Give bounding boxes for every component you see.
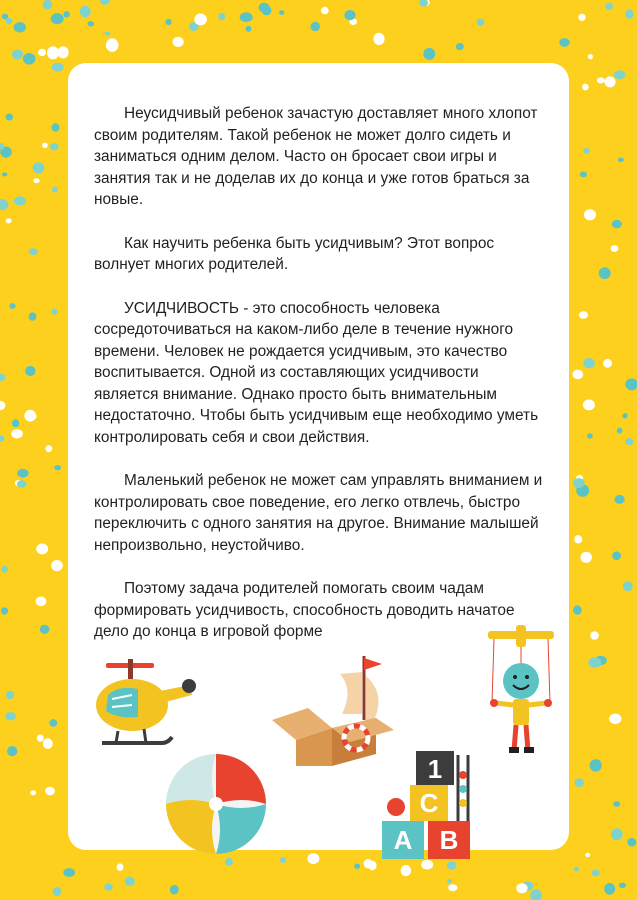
background-dot [63,11,69,17]
background-dot [578,14,585,21]
background-dot [575,778,584,787]
background-dot [614,70,626,79]
background-dot [354,864,360,869]
background-dot [583,148,589,154]
background-dot [47,46,59,59]
background-dot [588,54,593,59]
background-dot [53,887,62,896]
background-dot [43,0,53,10]
paragraph-intro: Неусидчивый ребенок зачастую доставляет много хлопот своим родителям. Такой ребенок не может долго сидеть и заниматься одним делом. Часто он бросает свои игры и занятия так и не доделав их до конца и уже готов браться за новые. [94,105,538,208]
background-dot [36,544,48,555]
background-dot [627,838,636,847]
background-dot [585,853,590,857]
background-dot [605,3,613,11]
background-dot [1,566,8,573]
background-dot [46,791,52,795]
background-dot [7,746,17,756]
background-dot [612,220,622,228]
background-dot [623,581,633,591]
background-dot [559,38,569,47]
background-dot [587,433,593,438]
block-1: 1 [427,754,443,784]
marionette-icon [484,625,558,755]
background-dot [583,358,595,368]
background-dot [619,883,626,888]
background-dot [52,123,60,132]
background-dot [456,43,464,50]
background-dot [105,32,111,36]
background-dot [14,22,26,32]
background-dot [6,218,12,223]
background-dot [43,738,53,749]
background-dot [573,605,582,614]
background-dot [106,38,119,52]
background-dot [0,435,4,442]
background-dot [373,33,384,45]
background-dot [516,883,527,893]
background-dot [321,7,329,15]
background-dot [170,885,179,895]
background-dot [613,801,620,807]
background-dot [37,734,44,741]
background-dot [582,84,589,91]
background-dot [12,419,19,427]
background-dot [17,480,27,488]
background-dot [583,400,595,411]
background-dot [611,245,619,252]
background-dot [165,19,171,25]
background-dot [580,172,587,178]
background-dot [617,428,623,434]
background-dot [448,884,457,891]
background-dot [11,429,23,438]
background-dot [1,607,8,614]
background-dot [625,438,633,445]
background-dot [40,625,50,634]
paragraph-definition: УСИДЧИВОСТЬ - это способность человека сосредоточиваться на каком-либо деле в течение нужного времени. Человек не рождается усидчивым, это качество воспитывается. Одной из составляющих усидчивости является внимание. Однако просто быть внимательным недостаточно. Чтобы быть усидчивым еще необходимо уметь контролировать себя и свои действия. [94,299,539,446]
background-dot [33,162,45,173]
background-dot [173,37,184,47]
background-dot [240,12,253,22]
background-dot [604,883,615,895]
background-dot [14,196,26,205]
background-dot [447,879,452,883]
background-dot [477,19,485,26]
background-dot [615,495,625,504]
background-dot [588,657,601,667]
background-dot [45,445,52,452]
background-dot [87,21,94,27]
background-dot [579,311,588,319]
background-dot [574,535,582,543]
background-dot [599,267,611,279]
background-dot [401,865,411,876]
background-dot [280,857,287,863]
background-dot [0,199,9,210]
background-dot [0,374,5,381]
background-dot [572,370,583,380]
block-c: C [419,788,439,818]
block-a: A [393,825,413,855]
background-dot [2,172,7,176]
background-dot [574,867,579,872]
background-dot [584,209,596,220]
background-dot [54,465,61,470]
background-dot [58,46,69,58]
background-dot [104,884,113,891]
background-dot [50,143,59,150]
background-dot [51,560,63,571]
background-dot [6,18,13,24]
background-dot [622,413,627,418]
background-dot [63,868,75,877]
background-dot [125,877,135,886]
background-dot [279,10,284,15]
background-dot [9,303,15,309]
background-dot [612,551,621,560]
background-dot [52,187,58,193]
background-dot [625,378,637,390]
background-dot [29,312,37,320]
background-dot [625,9,634,18]
background-dot [611,828,623,840]
background-dot [423,48,435,60]
background-dot [23,53,36,65]
background-dot [117,863,124,870]
background-dot [262,5,272,15]
background-dot [80,6,91,18]
background-dot [12,50,23,60]
background-dot [29,248,38,255]
abc-blocks-icon [378,745,498,863]
background-dot [307,853,319,864]
background-dot [36,597,47,607]
background-dot [17,469,28,478]
background-dot [51,309,57,315]
background-dot [592,870,600,877]
background-dot [52,63,64,72]
background-dot [609,714,621,724]
background-dot [603,359,612,368]
block-b: B [439,825,459,855]
paragraph-small-child: Маленький ребенок не может сам управлять вниманием и контролировать свое поведение, его легко отвлечь, быстро переключить с одного занятия на другое. Внимание малышей непроизвольно, неустойчиво. [94,472,543,554]
paragraph-task: Поэтому задача родителей помогать своим чадам формировать усидчивость, способность доводить начатое дело до конца в игровой форме [94,580,515,640]
background-dot [38,49,46,56]
background-dot [581,552,592,563]
background-dot [42,143,48,149]
background-dot [30,790,36,795]
background-dot [590,759,602,772]
background-dot [310,22,320,31]
article-text [94,103,544,665]
background-dot [364,859,373,868]
background-dot [218,13,225,20]
background-dot [605,76,616,87]
background-dot [597,77,605,83]
background-dot [49,719,57,727]
background-dot [5,712,16,720]
paragraph-question: Как научить ребенка быть усидчивым? Этот вопрос волнует многих родителей. [94,234,495,273]
beach-ball-icon [162,750,270,858]
background-dot [530,889,542,900]
background-dot [0,401,5,410]
background-dot [6,691,14,700]
background-dot [246,26,252,32]
background-dot [100,0,110,5]
background-dot [590,631,599,640]
background-dot [573,478,585,488]
background-dot [33,178,39,183]
background-dot [6,114,14,121]
background-dot [618,158,624,163]
background-dot [344,10,355,20]
toy-helicopter-icon [88,655,200,755]
background-dot [194,14,207,26]
background-dot [225,858,233,866]
background-dot [25,366,35,376]
background-dot [51,13,64,24]
background-dot [24,410,36,422]
